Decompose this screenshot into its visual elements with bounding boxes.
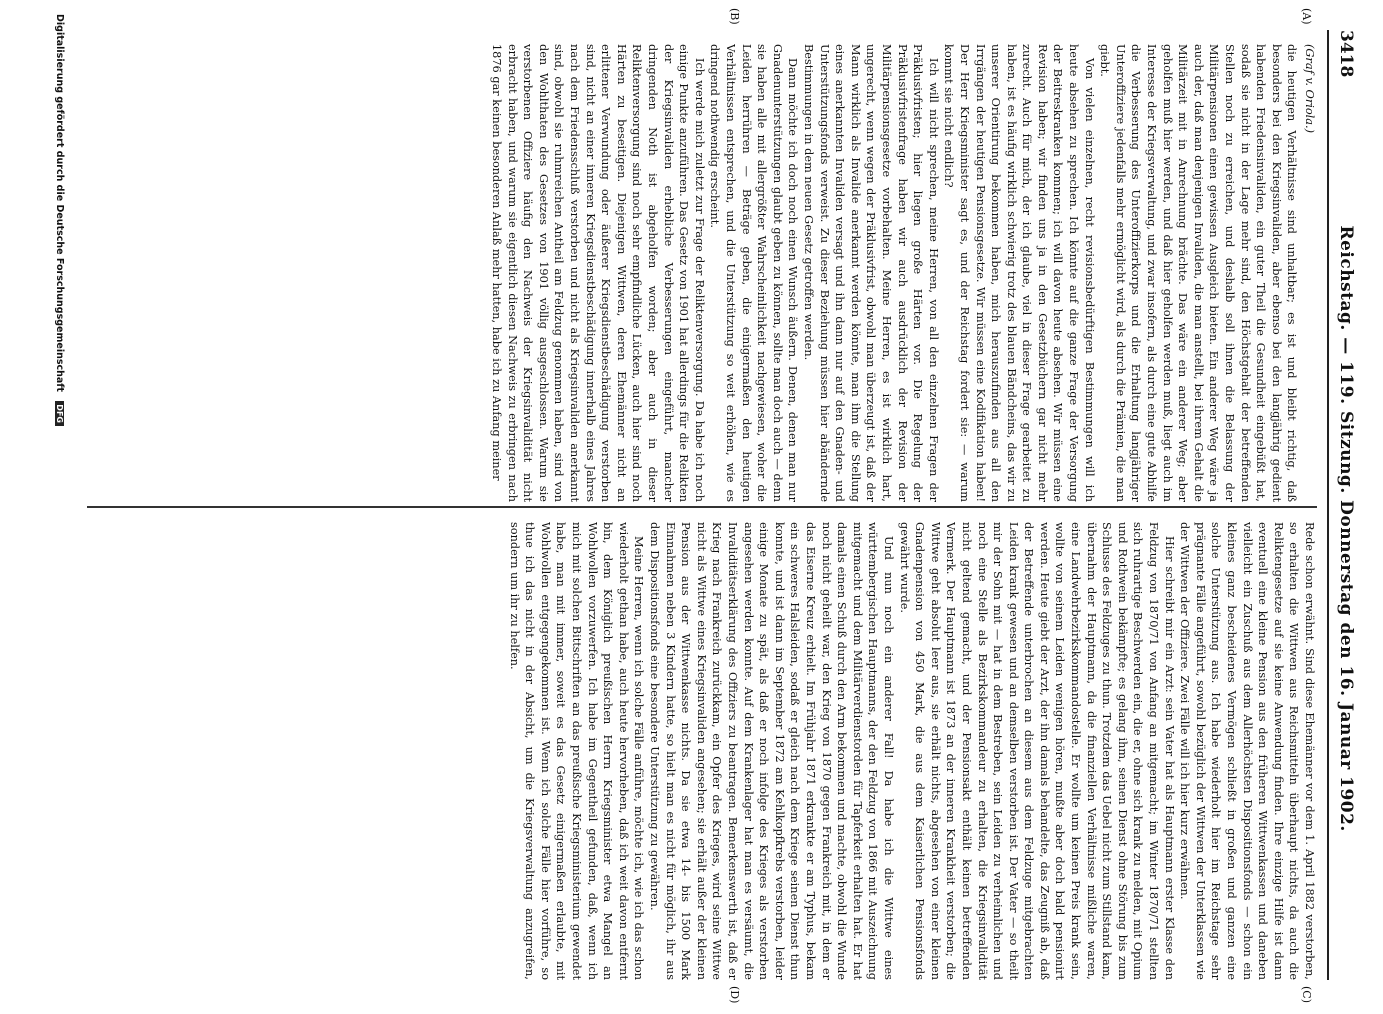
paragraph: die heutigen Verhältnisse sind unhaltbar; es ist und bleibt richtig, daß besonders bei den Kriegsinvaliden, aber ebenso bei den langjährig gedient habenden Friedensinvaliden, ein guter Theil die Gesundheit eingebüßt hat, sodaß sie nicht in der Lage mehr sind, den Höchstgehalt der betreffenden Stellen noch zu erreichen, und deshalb soll ihnen die Belassung der Militärpensionen einen gewissen Ausgleich bieten. Ein anderer Weg wäre ja auch der, daß man denjenigen Invaliden, die man anstellt, bei ihrem Gehalt die Militärzeit mit in Anrechnung brächte. Das wäre ein anderer Weg; aber geholfen muß hier werden, und daß hier geholfen werden muß, liegt auch im Interesse der Kriegsverwaltung, und zwar insofern, als durch eine gute Abhilfe die Verbesserung des Unteroffizierkorps und die Erhaltung langjähriger Unteroffiziere jedenfalls mehr ermöglicht wird, als durch die Prämien, die man giebt. bbox=[1098, 44, 1299, 502]
margin-marker-a: (A) bbox=[1300, 8, 1313, 25]
margin-marker-c: (C) bbox=[1300, 986, 1313, 1003]
dfg-logo: DFG bbox=[55, 401, 64, 426]
speaker-label: (Graf v. Oriola.) bbox=[1303, 44, 1316, 133]
credit-text: Digitalisierung gefördert durch die Deutsche Forschungsgemeinschaft bbox=[54, 14, 65, 392]
running-header bbox=[1331, 30, 1361, 980]
paragraph: Ich will nicht sprechen, meine Herren, von all den einzelnen Fragen der Präklusivfristen; hier liegen große Härten vor. Die Regelung der Präklusivfristenfrage haben wir auch ausdrücklich der Revision der Militärpensionsgesetze vorbehalten. Meine Herren, es ist wirklich hart, ungerecht, wenn wegen der Präklusivfrist, obwohl man überzeugt ist, daß der Mann wirklich als Invalide anerkannt werden könnte, man ihm die Stellung eines anerkannten Invaliden versagt und ihn dann nur auf den Gnaden- und Unterstützungsfonds verweist. Zu dieser Beziehung müssen hier abändernde Bestimmungen in dem neuen Gesetz getroffen werden. bbox=[802, 44, 940, 502]
margin-marker-d: (D) bbox=[728, 986, 741, 1004]
paragraph: Und nun noch ein anderer Fall! Da habe ich die Wittwe eines württembergischen Hauptmanns, der den Feldzug von 1866 mit Auszeichnung mitgemacht und dem Militärverdienstorden für Tapferkeit erhalten hat. Er hat damals einen Schuß durch den Arm bekommen und machte, obwohl die Wunde noch nicht geheilt war, den Krieg von 1870 gegen Frankreich mit, in dem er das Eiserne Kreuz erhielt. Im Frühjahr 1871 erkrankte er am Typhus, bekam ein schweres Halsleiden, sodaß er gleich nach dem Kriege seinen Dienst thun konnte, und ist dann im September 1872 am Kehlkopfkrebs verstorben, leider einige Monate zu spät, als daß er noch infolge des Krieges als verstorben angesehen werden konnte. Auf dem Krankenlager hat man es versäumt, die Invaliditätserklärung des Offiziers zu beantragen. Bemerkenswerth ist, daß er Krieg nach Frankreich zurückkam, ein Opfer des Krieges, wird seine Wittwe nicht als Wittwe eines Kriegsinvaliden angesehen; sie erhält außer der kleinen Pension aus der Wittwenkasse nichts. Da sie etwa 14- bis 1500 Mark Einnahmen neben 3 Kindern hatte, so hielt man es nicht für möglich, ihr aus dem Dispositionsfonds eine besondere Unterstützung zu gewähren. bbox=[648, 522, 895, 980]
paragraph: Meine Herren, wenn ich solche Fälle anführe, möchte ich, wie ich das schon wiederholt gethan habe, auch heute hervorheben, daß ich weit davon entfernt bin, dem Königlich preußischen Herrn Kriegsminister etwa Mangel an Wohlwollen vorzuwerfen. Ich habe im Gegentheil gefunden, daß, wenn ich mich mit solchen Bittschriften an das preußische Kriegsministerium gewendet habe, man mit immer, soweit es das Gesetz einigermaßen erlaubte, mit Wohlwollen entgegengekommen ist. Wenn ich solche Fälle hier vorführe, so thue ich das nicht in der Absicht, um die Kriegsverwaltung anzugreifen, sondern um ihr zu helfen. bbox=[507, 522, 646, 980]
paragraph: Hier schreibt mir ein Arzt: sein Vater hat als Hauptmann erster Klasse den Feldzug von 1870/71 von Anfang an mitgemacht; im Winter 1870/71 stellten sich ruhrartige Beschwerden ein, die er, ohne sich krank zu melden, mit Opium und Rothwein bekämpfte; es gelang ihm, seinen Dienst ohne Störung bis zum Schlusse des Feldzuges zu thun. Trotzdem das Uebel nicht zum Stillstand kam, übernahm der Hauptmann, da die finanziellen Verhältnisse mißliche waren, eine Landwehrbezirkskommandostelle. Er wollte um keinen Preis krank sein, wollte von seinem Leiden wenigen hören, mußte aber doch bald pensionirt werden. Heute giebt der Arzt, der ihn damals behandelte, das Zeugniß ab, daß der Betreffende unterbrochen an diesem aus dem Feldzuge mitgebrachten Leiden krank gewesen und an demselben verstorben ist. Der Vater — so theilt mir der Sohn mit — hat in dem Bestreben, sein Leiden zu verheimlichen und noch eine Stelle als Bezirkskommandeur zu erhalten, die Kriegsinvalidität nicht geltend gemacht, und der Pensionsakt enthält keinen betreffenden Vermerk. Der Hauptmann ist 1873 an der inneren Krankheit verstorben; die Wittwe geht absolut leer aus, sie erhält nichts, abgesehen von einer kleinen Gnadenpension von 450 Mark, die aus dem Kaiserlichen Pensionsfonds gewährt wurde. bbox=[897, 522, 1176, 980]
page-title: Reichstag. — 119. Sitzung. Donnerstag den 16. Januar 1902. bbox=[1336, 225, 1356, 832]
right-column bbox=[87, 522, 1317, 980]
paragraph: Ich werde mich zuletzt zur Frage der Reliktenversorgung. Da habe ich noch einige Punkte anzuführen. Das Gesetz von 1901 hat allerdings für die Relikten der Kriegsinvaliden erhebliche Verbesserungen eingeführt, mancher dringenden Noth ist abgeholfen worden; aber auch in dieser Reliktenversorgung sind noch sehr empfindliche Lücken, auch hier sind noch Härten zu beseitigen. Diejenigen Wittwen, deren Ehemänner nicht an erlittener Verwundung oder äußerer Kriegsdienstbeschädigung verstorben sind, nicht an einer inneren Kriegsdienstbeschädigung innerhalb eines Jahres nach dem Friedensschluß verstorben und nicht als Kriegsinvaliden anerkannt sind, obwohl sie ruhmreichen Antheil am Feldzug genommen haben, sind von den Wohlthaten des Gesetzes von 1901 völlig ausgeschlossen. Warum sie verstorbenen Offiziere häufig den Nachweis der Kriegsinvalidität nicht erbracht haben, und warum sie eigentlich diesen Nachweis zu erbringen nach 1876 gar keinen besonderen Anlaß mehr hatten, habe ich zu Anfang meiner bbox=[490, 44, 706, 502]
paragraph: Rede schon erwähnt. Sind diese Ehemänner vor dem 1. April 1882 verstorben, so erhalten die Wittwen aus Reichsmitteln überhaupt nichts, da auch die Reliktengesetze auf sie keine Anwendung finden. Ihre einzige Hilfe ist dann eventuell eine kleine Pension aus den früheren Wittwenkassen und daneben vielleicht ein Zuschuß aus dem Allerhöchsten Dispositionsfonds — schon ein kleines ganz bescheidenes Vermögen schließt in großen und ganzen eine solche Unterstützung aus. Ich habe wiederholt hier im Reichstage sehr prägnante Fälle angeführt, sowohl bezüglich der Wittwen der Unterklassen wie der Wittwen der Offiziere. Zwei Fälle will ich hier kurz erwähnen. bbox=[1178, 522, 1316, 980]
left-column bbox=[87, 44, 1317, 502]
page-number: 3418 bbox=[1336, 30, 1356, 78]
paragraph: Dann möchte ich doch noch einen Wunsch äußern. Denen, denen man nur Gnadenunterstützungen glaubt geben zu können, sollte man doch auch — denn sie haben alle mit allergrößter Wahrscheinlichkeit nachgewiesen, woher die Leiden herrühren — Beträge geben, die einigermaßen den heutigen Verhältnissen entsprechen, und die Unterstützung so weit erhöhen, wie es dringend nothwendig erscheint. bbox=[708, 44, 800, 502]
margin-marker-b: (B) bbox=[728, 8, 741, 25]
header-rule bbox=[1327, 30, 1329, 980]
page-sheet bbox=[71, 8, 1361, 1004]
digitization-credit bbox=[54, 0, 65, 1014]
column-divider bbox=[87, 506, 1317, 508]
paragraph: Von vielen einzelnen, recht revisionsbedürftigen Bestimmungen will ich heute absehen zu sprechen. Ich könnte auf die ganze Frage der Versorgung der Beitreskranken kommen; ich will davon heute absehen. Wir müssen eine Revision haben; wir finden uns ja in den Gesetzbüchern gar nicht mehr zurecht. Auch für mich, der ich glaube, viel in dieser Frage gearbeitet zu haben, ist es häufig wirklich schwierig trotz des blauen Bändcheins, das wir zu unserer Orientirung bekommen haben, mich herauszufinden aus all den Irrgängen der heutigen Pensionsgesetze. Wir müssen eine Kodifikation haben! Der Herr Kriegsminister sagt es, und der Reichstag fordert sie: — warum kommt sie nicht endlich? bbox=[942, 44, 1096, 502]
